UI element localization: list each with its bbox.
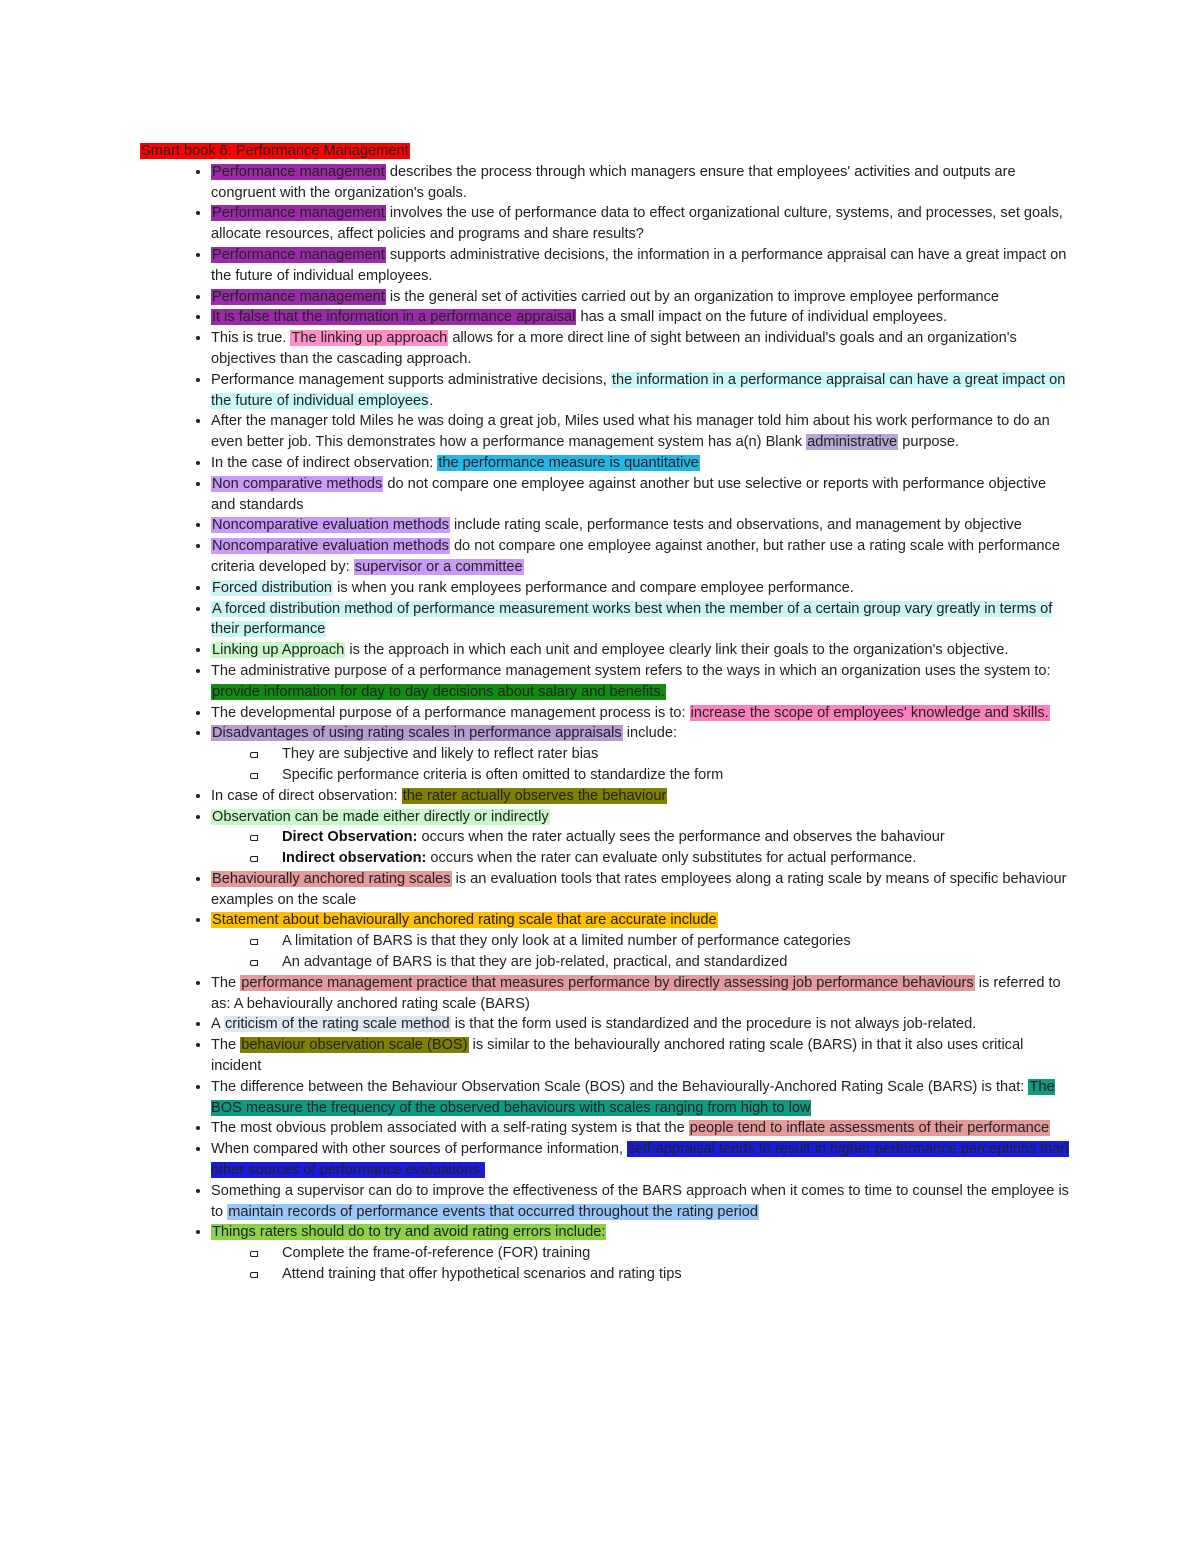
- text-segment: Specific performance criteria is often omitted to standardize the form: [282, 766, 724, 783]
- list-item: [211, 786, 1070, 807]
- highlighted-text: Non comparative methods: [212, 475, 383, 492]
- text-segment: The difference between the Behaviour Observation Scale (BOS) and the Behaviourally-Anchored Rating Scale (BARS) is that:: [211, 1078, 1029, 1095]
- text-segment: When compared with other sources of performance information,: [211, 1141, 628, 1158]
- list-item: [211, 973, 1070, 1015]
- text-segment: is referred to as: A behaviourally anchored rating scale (BARS): [211, 974, 1061, 1012]
- text-segment: Complete the frame-of-reference (FOR) training: [282, 1245, 591, 1262]
- text-segment: describes the process through which managers ensure that employees' activities and outputs are congruent with the organization's goals.: [211, 163, 1016, 201]
- list-item: [211, 370, 1070, 412]
- highlighted-text: maintain records of performance events that occurred throughout the rating period: [228, 1203, 758, 1220]
- sub-list-item: [211, 1243, 1070, 1264]
- highlighted-text: Noncomparative evaluation methods: [212, 517, 449, 534]
- list-item: [211, 578, 1070, 599]
- highlighted-text: performance management practice that measures performance by directly assessing job performance behaviours: [241, 974, 974, 991]
- sub-list: [211, 931, 1070, 973]
- text-segment: allows for a more direct line of sight between an individual's goals and an organization's objectives than the cascading approach.: [211, 330, 1017, 367]
- list-item: [211, 1014, 1070, 1035]
- highlighted-text: It is false that the information in a performance appraisal: [212, 309, 576, 326]
- bold-term: Direct Observation:: [282, 829, 418, 846]
- list-item: [211, 245, 1070, 287]
- list-item: [211, 723, 1070, 785]
- highlighted-text: The BOS measure the frequency of the observed behaviours with scales ranging from high to low: [211, 1078, 1055, 1116]
- list-item: [211, 1118, 1070, 1139]
- sub-list-item: [211, 848, 1070, 869]
- text-segment: occurs when the rater actually sees the performance and observes the bahaviour: [417, 829, 945, 846]
- highlighted-text: increase the scope of employees' knowledge and skills.: [690, 704, 1049, 721]
- list-item: [211, 1035, 1070, 1077]
- sub-list-item: [211, 1264, 1070, 1285]
- sub-list-item: [211, 952, 1070, 973]
- text-segment: A: [211, 1016, 224, 1033]
- highlighted-text: Things raters should do to try and avoid rating errors include:: [212, 1224, 606, 1241]
- text-segment: They are subjective and likely to reflect rater bias: [282, 746, 599, 763]
- text-segment: .: [429, 392, 434, 409]
- text-segment: Attend training that offer hypothetical scenarios and rating tips: [282, 1266, 682, 1283]
- text-segment: Something a supervisor can do to improve the effectiveness of the BARS approach when it comes to time to counsel the employee is to: [211, 1182, 1069, 1220]
- text-segment: purpose.: [898, 434, 960, 451]
- text-segment: include rating scale, performance tests and observations, and management by objective: [449, 517, 1022, 534]
- text-segment: The most obvious problem associated with a self-rating system is that the: [211, 1120, 689, 1137]
- list-item: [211, 474, 1070, 516]
- text-segment: Performance management supports administrative decisions,: [211, 371, 611, 388]
- list-item: [211, 1222, 1070, 1284]
- list-item: [211, 1077, 1070, 1119]
- highlighted-text: Linking up Approach: [212, 642, 345, 659]
- highlighted-text: criticism of the rating scale method: [224, 1016, 450, 1033]
- document-body: [140, 141, 1070, 1285]
- highlighted-text: supervisor or a committee: [354, 558, 523, 575]
- text-segment: After the manager told Miles he was doing a great job, Miles used what his manager told him about his work performance to do an even better job. This demonstrates how a performance management system has a(n) Blank: [211, 413, 1050, 451]
- highlighted-text: Behaviourally anchored rating scales: [212, 870, 451, 887]
- sub-list-item: [211, 931, 1070, 952]
- doc-title-line: [140, 141, 1070, 162]
- text-segment: is when you rank employees performance and compare employee performance.: [333, 579, 854, 596]
- text-segment: do not compare one employee against another but use selective or reports with performance objective and standards: [211, 475, 1047, 513]
- list-item: [211, 453, 1070, 474]
- list-item: [211, 869, 1070, 911]
- list-item: [211, 1181, 1070, 1223]
- text-segment: is that the form used is standardized and the procedure is not always job-related.: [450, 1016, 977, 1033]
- list-item: [211, 640, 1070, 661]
- list-item: [211, 1139, 1070, 1181]
- list-item: [211, 328, 1070, 370]
- text-segment: has a small impact on the future of individual employees.: [576, 309, 948, 326]
- text-segment: is an evaluation tools that rates employees along a rating scale by means of specific behaviour examples on the scale: [211, 870, 1067, 908]
- highlighted-text: Performance management: [212, 163, 385, 180]
- list-item: [211, 162, 1070, 204]
- text-segment: occurs when the rater can evaluate only substitutes for actual performance.: [426, 850, 917, 867]
- text-segment: A limitation of BARS is that they only look at a limited number of performance categories: [282, 933, 851, 950]
- highlighted-text: behaviour observation scale (BOS): [241, 1037, 468, 1054]
- sub-list-item: [211, 744, 1070, 765]
- text-segment: is the general set of activities carried out by an organization to improve employee performance: [385, 288, 1000, 305]
- text-segment: supports administrative decisions, the information in a performance appraisal can have a great impact on the future of individual employees.: [211, 246, 1067, 284]
- highlighted-text: the rater actually observes the behaviour: [402, 787, 667, 804]
- doc-title: Smart book 6: Performance Management: [141, 143, 409, 159]
- bold-term: Indirect observation:: [282, 850, 427, 867]
- sub-list-item: [211, 765, 1070, 786]
- highlighted-text: Noncomparative evaluation methods: [212, 538, 449, 555]
- sub-list: [211, 827, 1070, 869]
- text-segment: An advantage of BARS is that they are job-related, practical, and standardized: [282, 954, 788, 971]
- list-item: [211, 307, 1070, 328]
- highlighted-text: Disadvantages of using rating scales in performance appraisals: [212, 725, 622, 742]
- list-item: [211, 599, 1070, 641]
- sub-list: [211, 744, 1070, 786]
- text-segment: include:: [622, 725, 678, 742]
- text-segment: involves the use of performance data to effect organizational culture, systems, and processes, set goals, allocate resources, affect policies and programs and share results?: [211, 205, 1063, 243]
- text-segment: do not compare one employee against another, but rather use a rating scale with performance criteria developed by:: [211, 538, 1060, 575]
- text-segment: is similar to the behaviourally anchored rating scale (BARS) in that it also uses critical incident: [211, 1037, 1024, 1075]
- text-segment: In case of direct observation:: [211, 787, 402, 804]
- highlighted-text: Performance management: [212, 246, 385, 263]
- highlighted-text: self-appraisal tends to result in higher performance perceptions than other sources of performance evaluations.: [211, 1141, 1069, 1179]
- text-segment: The developmental purpose of a performance management process is to:: [211, 704, 690, 721]
- list-item: [211, 536, 1070, 578]
- sub-list: [211, 1243, 1070, 1285]
- notes-list: [140, 162, 1070, 1285]
- list-item: [211, 807, 1070, 869]
- list-item: [211, 910, 1070, 972]
- text-segment: is the approach in which each unit and employee clearly link their goals to the organization's objective.: [345, 642, 1009, 659]
- highlighted-text: the performance measure is quantitative: [438, 454, 699, 471]
- highlighted-text: people tend to inflate assessments of their performance: [689, 1120, 1050, 1137]
- text-segment: The: [211, 974, 241, 991]
- sub-list-item: [211, 827, 1070, 848]
- highlighted-text: administrative: [807, 434, 898, 451]
- highlighted-text: Performance management: [212, 288, 385, 305]
- highlighted-text: the information in a performance appraisal can have a great impact on the future of individual employees: [211, 371, 1066, 409]
- text-segment: In the case of indirect observation:: [211, 454, 438, 471]
- highlighted-text: Observation can be made either directly or indirectly: [212, 808, 549, 825]
- highlighted-text: Forced distribution: [212, 579, 333, 596]
- text-segment: This is true.: [211, 330, 291, 347]
- list-item: [211, 661, 1070, 703]
- highlighted-text: A forced distribution method of performance measurement works best when the member of a certain group vary greatly in terms of their performance: [211, 600, 1053, 638]
- list-item: [211, 515, 1070, 536]
- highlighted-text: provide information for day to day decisions about salary and benefits.: [212, 683, 665, 700]
- highlighted-text: Statement about behaviourally anchored rating scale that are accurate include: [212, 912, 717, 929]
- highlighted-text: Performance management: [212, 205, 385, 222]
- list-item: [211, 411, 1070, 453]
- text-segment: The: [211, 1037, 241, 1054]
- list-item: [211, 703, 1070, 724]
- list-item: [211, 287, 1070, 308]
- text-segment: The administrative purpose of a performance management system refers to the ways in which an organization uses the system to:: [211, 662, 1051, 679]
- list-item: [211, 203, 1070, 245]
- highlighted-text: The linking up approach: [291, 330, 448, 347]
